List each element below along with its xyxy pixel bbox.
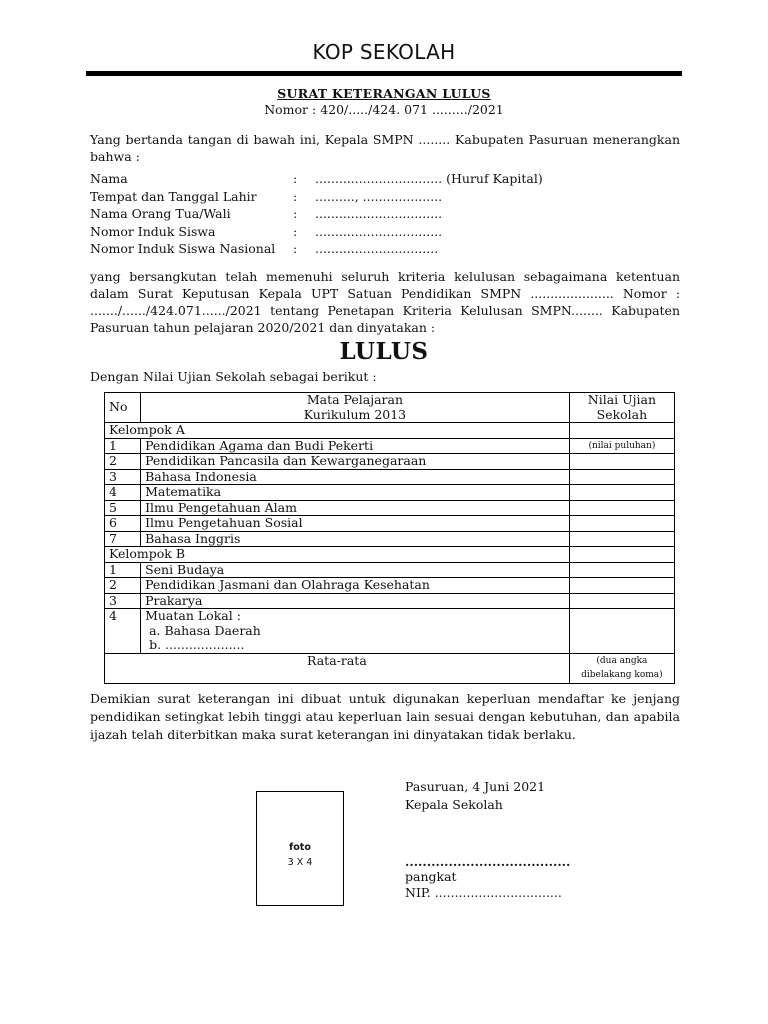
row-subject: Seni Budaya [141, 562, 570, 578]
mulok-item-b: b. .................... [149, 637, 245, 652]
header-mapel-line2: Kurikulum 2013 [303, 406, 407, 422]
row-score [569, 578, 674, 594]
photo-placeholder [256, 791, 344, 906]
average-note-line2: dibelakang koma) [581, 670, 663, 680]
statement-paragraph: yang bersangkutan telah memenuhi seluruh kriteria kelulusan sebagaimana ketentuan dalam Surat Keputusan Kepala UPT Satuan Pendidikan SMPN ..................... Nomor : ......./....../424.071....../2021 tentang Penetapan Kriteria Kelulusan SMPN........ Kabupaten Pasuruan tahun pelajaran 2020/2021 dan dinyatakan : [90, 269, 680, 335]
row-no: 1 [105, 562, 141, 578]
identity-colon: : [293, 206, 298, 221]
row-no: 2 [105, 578, 141, 594]
row-score [569, 454, 674, 470]
row-score [569, 516, 674, 532]
header-nilai [569, 393, 674, 423]
identity-value: ................................ [315, 223, 443, 239]
group-row [105, 423, 675, 439]
row-no: 7 [105, 531, 141, 547]
header-nilai-line2: Sekolah [596, 406, 648, 422]
row-no: 4 [105, 609, 141, 654]
kop-sekolah-heading: KOP SEKOLAH [312, 40, 456, 64]
signature-role: Kepala Sekolah [405, 797, 503, 812]
identity-value: .........., .................... [315, 188, 443, 204]
signature-place-date: Pasuruan, 4 Juni 2021 [405, 779, 546, 794]
header-mapel-line1: Mata Pelajaran [306, 392, 404, 407]
signature-rank: pangkat [405, 869, 457, 884]
row-subject: Bahasa Indonesia [141, 469, 570, 485]
row-no: 4 [105, 485, 141, 501]
row-subject: Ilmu Pengetahuan Alam [141, 500, 570, 516]
identity-value: ................................ [315, 206, 443, 221]
document-number: Nomor : 420/...../424. 071 ........./2021 [264, 102, 504, 117]
mulok-item-a: a. Bahasa Daerah [149, 622, 261, 638]
table-row [105, 562, 675, 578]
row-note: (nilai puluhan) [569, 438, 674, 454]
table-row [105, 485, 675, 501]
identity-label: Nama [90, 171, 128, 186]
row-subject: Matematika [141, 485, 570, 501]
header-no: No [105, 393, 141, 423]
row-score [569, 531, 674, 547]
table-row [105, 438, 675, 454]
row-score [569, 609, 674, 654]
identity-label: Nomor Induk Siswa [90, 223, 216, 239]
average-label: Rata-rata [105, 653, 570, 683]
table-row-muatan-lokal [105, 609, 675, 654]
table-cell [569, 423, 674, 439]
row-no: 3 [105, 593, 141, 609]
row-score [569, 469, 674, 485]
header-rule [86, 71, 682, 76]
table-row [105, 531, 675, 547]
row-score [569, 500, 674, 516]
photo-size: 3 X 4 [287, 857, 313, 868]
row-subject: Bahasa Inggris [141, 531, 570, 547]
header-mata-pelajaran [141, 393, 570, 423]
photo-label: foto [289, 842, 311, 853]
identity-value: ................................ (Huruf Kapital) [315, 171, 543, 186]
table-row [105, 516, 675, 532]
identity-colon: : [293, 223, 298, 239]
mulok-title: Muatan Lokal : [145, 608, 241, 623]
identity-colon: : [293, 188, 298, 204]
group-row [105, 547, 675, 563]
identity-label: Nomor Induk Siswa Nasional [90, 241, 276, 256]
identity-value: ............................... [315, 241, 439, 256]
signature-nip: NIP. ................................ [405, 885, 562, 900]
table-row [105, 454, 675, 470]
row-subject: Pendidikan Jasmani dan Olahraga Kesehatan [141, 578, 570, 594]
table-row [105, 469, 675, 485]
header-nilai-line1: Nilai Ujian [587, 392, 657, 407]
average-row [105, 653, 675, 683]
identity-label: Nama Orang Tua/Wali [90, 206, 231, 221]
table-row [105, 578, 675, 594]
group-label-a: Kelompok A [105, 423, 570, 439]
row-subject: Ilmu Pengetahuan Sosial [141, 516, 570, 532]
identity-label: Tempat dan Tanggal Lahir [90, 188, 257, 204]
table-intro: Dengan Nilai Ujian Sekolah sebagai berikut : [90, 369, 377, 384]
grades-table [104, 392, 675, 684]
group-label-b: Kelompok B [105, 547, 570, 563]
identity-colon: : [293, 171, 298, 186]
row-no: 3 [105, 469, 141, 485]
row-score [569, 562, 674, 578]
row-no: 5 [105, 500, 141, 516]
average-note-line1: (dua angka [596, 655, 648, 666]
table-row [105, 593, 675, 609]
row-no: 6 [105, 516, 141, 532]
row-no: 1 [105, 438, 141, 454]
row-no: 2 [105, 454, 141, 470]
table-cell [569, 547, 674, 563]
identity-colon: : [293, 241, 298, 256]
document-title: SURAT KETERANGAN LULUS [277, 86, 491, 101]
closing-paragraph: Demikian surat keterangan ini dibuat untuk digunakan keperluan mendaftar ke jenjang pendidikan setingkat lebih tinggi atau keperluan lain sesuai dengan kebutuhan, dan apabila ijazah telah diterbitkan maka surat keterangan ini dinyatakan tidak berlaku. [90, 691, 680, 742]
row-score [569, 485, 674, 501]
table-row [105, 500, 675, 516]
row-subject: Prakarya [141, 593, 570, 609]
row-subject: Pendidikan Agama dan Budi Pekerti [141, 438, 570, 454]
intro-paragraph: Yang bertanda tangan di bawah ini, Kepala SMPN ........ Kabupaten Pasuruan menerangkan bahwa : [90, 132, 680, 164]
row-subject-muatan-lokal [141, 609, 570, 654]
signature-name-line: ...................................... [405, 854, 571, 869]
row-score [569, 593, 674, 609]
row-subject: Pendidikan Pancasila dan Kewarganegaraan [141, 454, 570, 470]
average-note [569, 653, 674, 683]
result-heading: LULUS [339, 338, 429, 365]
table-header-row [105, 393, 675, 423]
